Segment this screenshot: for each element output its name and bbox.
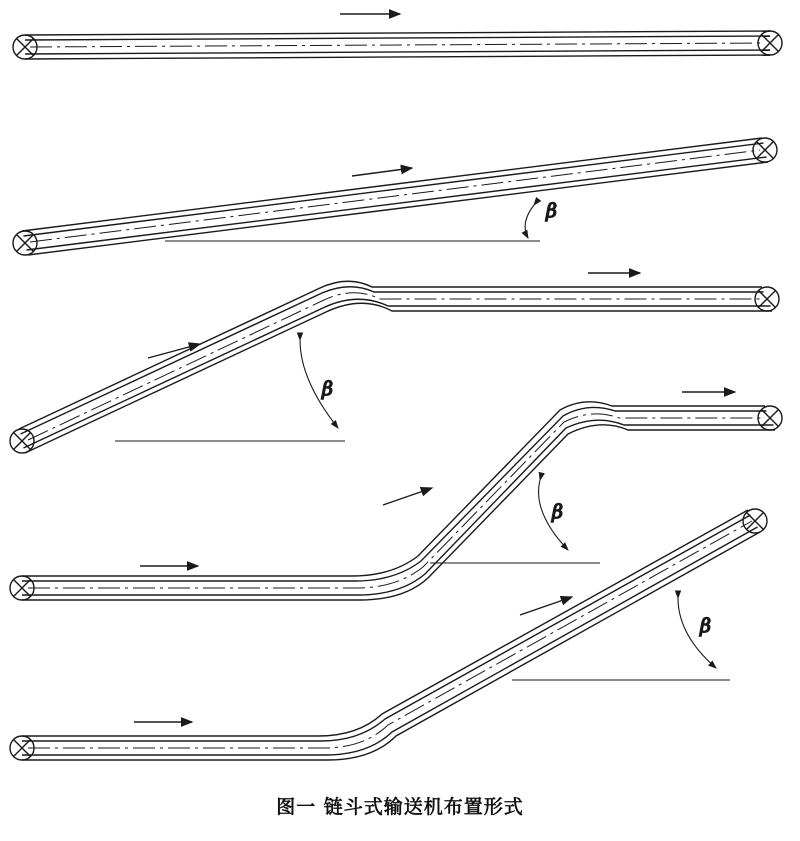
- layout-1-center-line: [30, 43, 765, 47]
- layout-5-conveyor-body: [10, 509, 767, 760]
- layout-5-angle-label: β: [700, 615, 711, 637]
- layout-3-center-line: [28, 293, 760, 440]
- layout-2-angle-label: β: [546, 200, 557, 222]
- layout-2-flow-direction-arrow: [352, 168, 412, 176]
- layout-2-angle-arc: [525, 205, 534, 238]
- layout-3-conveyor-body: [10, 281, 779, 453]
- figure-caption: 图一 链斗式输送机布置形式: [276, 796, 524, 818]
- layout-4-flow-direction-arrow-2: [383, 488, 432, 505]
- layout-3-angle-label: β: [322, 378, 333, 400]
- layout-4-angle-label: β: [552, 501, 563, 523]
- layout-5-center-line: [28, 521, 752, 748]
- layout-2-center-line: [30, 150, 760, 242]
